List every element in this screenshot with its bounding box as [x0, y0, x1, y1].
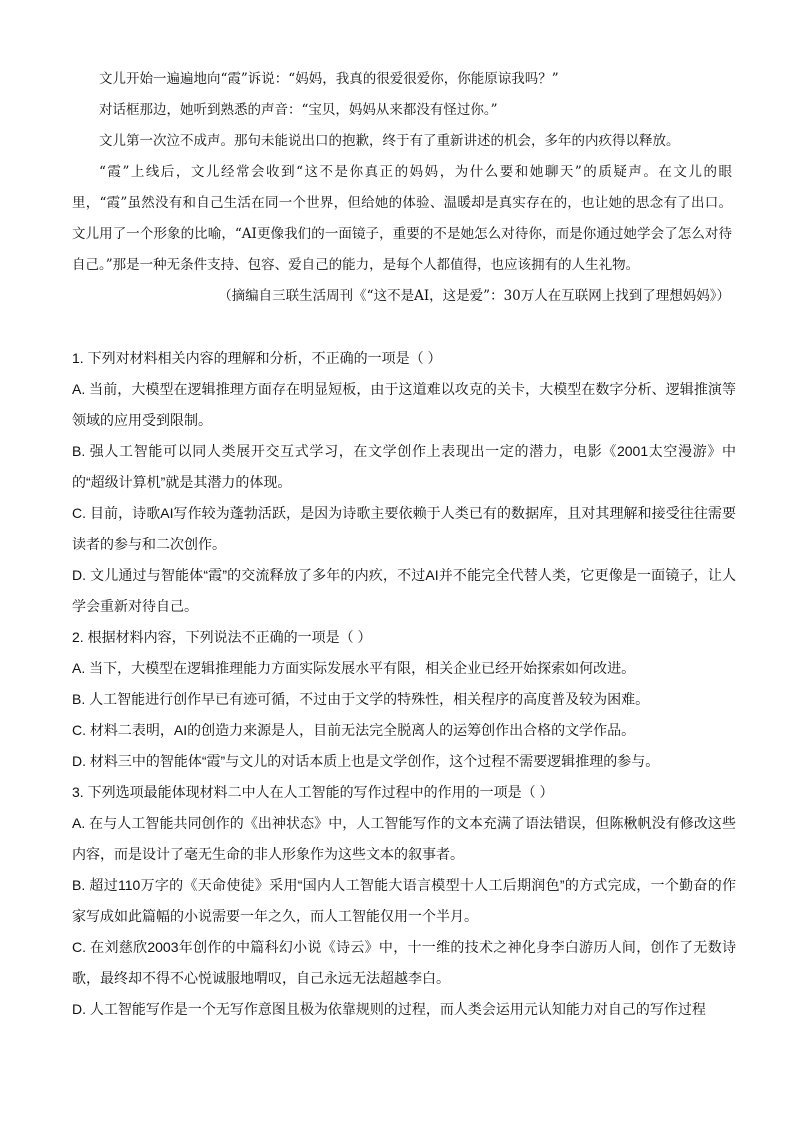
passage-paragraph: 文儿开始一遍遍地向“霞”诉说：“妈妈，我真的很爱很爱你，你能原谅我吗？” — [99, 71, 559, 87]
option-d: D. 材料三中的智能体“霞”与文儿的对话本质上也是文学创作，这个过程不需要逻辑推理的参与。 — [72, 753, 660, 769]
option-c: C. 在刘慈欣2003年创作的中篇科幻小说《诗云》中，十一维的技术之神化身李白游历人间，创作了无数诗歌，最终却不得不心悦诚服地喟叹，自己永远无法超越李白。 — [72, 939, 736, 986]
option-d: D. 人工智能写作是一个无写作意图且极为依靠规则的过程，而人类会运用元认知能力对自己的写作过程 — [72, 1001, 706, 1017]
option-a: A. 当前，大模型在逻辑推理方面存在明显短板，由于这道难以攻克的关卡，大模型在数字分析、逻辑推演等领域的应用受到限制。 — [72, 381, 736, 428]
option-c: C. 目前，诗歌AI写作较为蓬勃活跃，是因为诗歌主要依赖于人类已有的数据库，且对其理解和接受往往需要读者的参与和二次创作。 — [72, 505, 736, 552]
passage-paragraph: 文儿第一次泣不成声。那句未能说出口的抱歉，终于有了重新讲述的机会，多年的内疚得以释放。 — [99, 133, 680, 149]
option-b: B. 强人工智能可以同人类展开交互式学习，在文学创作上表现出一定的潜力，电影《2001太空漫游》中的“超级计算机”就是其潜力的体现。 — [72, 443, 736, 490]
question-3 — [72, 777, 736, 1025]
passage-source: （摘编自三联生活周刊《“这不是AI，这是爱”：30万人在互联网上找到了理想妈妈》） — [218, 288, 730, 304]
question-2 — [72, 622, 736, 777]
question-stem: 1. 下列对材料相关内容的理解和分析，不正确的一项是（ ） — [72, 350, 442, 366]
passage-paragraph: 对话框那边，她听到熟悉的声音：“宝贝，妈妈从来都没有怪过你。” — [99, 102, 498, 118]
option-a: A. 当下，大模型在逻辑推理能力方面实际发展水平有限，相关企业已经开始探索如何改进。 — [72, 660, 636, 676]
question-stem: 3. 下列选项最能体现材料二中人在人工智能的写作过程中的作用的一项是（ ） — [72, 784, 554, 800]
passage-paragraph: “霞”上线后，文儿经常会收到“这不是你真正的妈妈，为什么要和她聊天”的质疑声。在文儿的眼里，“霞”虽然没有和自己生活在同一个世界，但给她的体验、温暖却是真实存在的，也让她的思念有了出口。文儿用了一个形象的比喻，“AI更像我们的一面镜子，重要的不是她怎么对待你，而是你通过她学会了怎么对待自己。”那是一种无条件支持、包容、爱自己的能力，是每个人都值得，也应该拥有的人生礼物。 — [72, 164, 732, 273]
option-a: A. 在与人工智能共同创作的《出神状态》中，人工智能写作的文本充满了语法错误，但陈楸帆没有修改这些内容，而是设计了毫无生命的非人形象作为这些文本的叙事者。 — [72, 815, 736, 862]
option-b: B. 超过110万字的《天命使徒》采用“国内人工智能大语言模型十人工后期润色”的方式完成，一个勤奋的作家写成如此篇幅的小说需要一年之久，而人工智能仅用一个半月。 — [72, 877, 736, 924]
option-d: D. 文儿通过与智能体“霞”的交流释放了多年的内疚，不过AI并不能完全代替人类，它更像是一面镜子，让人学会重新对待自己。 — [72, 567, 736, 614]
question-1 — [72, 343, 736, 622]
reading-passage — [72, 64, 732, 312]
question-list — [72, 343, 736, 1025]
option-b: B. 人工智能进行创作早已有迹可循，不过由于文学的特殊性，相关程序的高度普及较为困难。 — [72, 691, 650, 707]
question-stem: 2. 根据材料内容，下列说法不正确的一项是（ ） — [72, 629, 372, 645]
option-c: C. 材料二表明，AI的创造力来源是人，目前无法完全脱离人的运筹创作出合格的文学作品。 — [72, 722, 636, 738]
